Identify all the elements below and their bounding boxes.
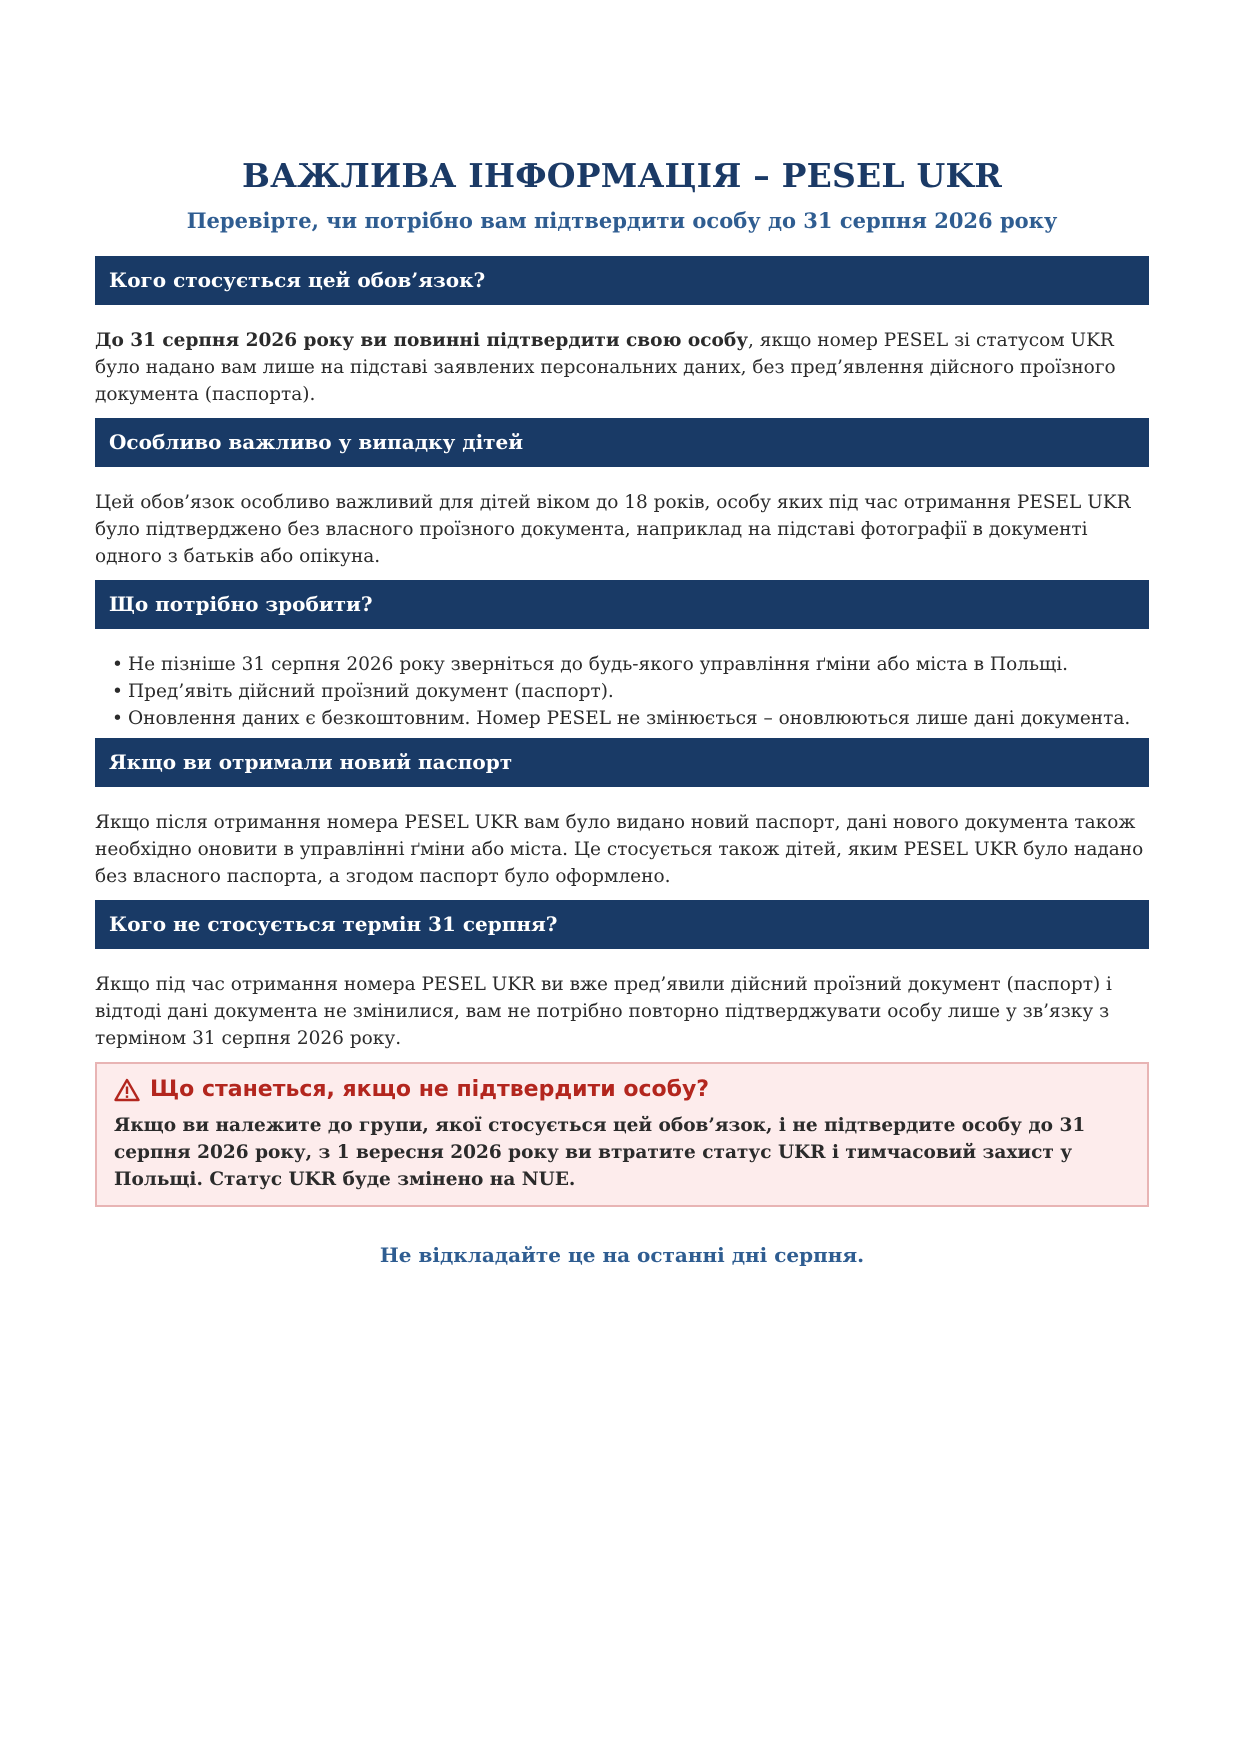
warning-triangle-icon	[114, 1078, 140, 1102]
section-header-not-affected: Кого не стосується термін 31 серпня?	[95, 900, 1149, 949]
list-item: • Пред’явіть дійсний проїзний документ (паспорт).	[112, 681, 614, 702]
section-header-children: Особливо важливо у випадку дітей	[95, 418, 1149, 467]
section-text-who-bold: До 31 серпня 2026 року ви повинні підтвердити свою особу	[95, 330, 749, 351]
section-text-new-passport: Якщо після отримання номера PESEL UKR вам було видано новий паспорт, дані нового документа також необхідно оновити в управлінні ґміни або міста. Це стосується також дітей, яким PESEL UKR було надано без власного паспорта, а згодом паспорт було оформлено.	[95, 812, 1144, 887]
bullet-list	[112, 651, 1149, 732]
warning-text: Якщо ви належите до групи, якої стосується цей обов’язок, і не підтвердите особу до 31 серпня 2026 року, з 1 вересня 2026 року ви втратите статус UKR і тимчасовий захист у Польщі. Статус UKR буде змінено на NUE.	[114, 1115, 1086, 1190]
document-page	[95, 0, 1149, 1289]
warning-box	[95, 1062, 1149, 1207]
section-text-not-affected: Якщо під час отримання номера PESEL UKR ви вже пред’явили дійсний проїзний документ (паспорт) і відтоді дані документа не змінилися, вам не потрібно повторно підтверджувати особу лише у зв’язку з терміном 31 серпня 2026 року.	[95, 974, 1112, 1049]
closing-note: Не відкладайте це на останні дні серпня.	[379, 1243, 865, 1267]
page-title: ВАЖЛИВА ІНФОРМАЦІЯ – PESEL UKR	[241, 156, 1002, 195]
section-text-who	[95, 327, 1149, 408]
section-text-who-rest: , якщо номер PESEL зі статусом UKR було надано вам лише на підставі заявлених персональних даних, без пред’явлення дійсного проїзного документа (паспорта).	[95, 330, 1116, 405]
page-subtitle: Перевірте, чи потрібно вам підтвердити особу до 31 серпня 2026 року	[186, 208, 1058, 233]
section-text-children: Цей обов’язок особливо важливий для дітей віком до 18 років, особу яких під час отримання PESEL UKR було підтверджено без власного проїзного документа, наприклад на підставі фотографії в документі одного з батьків або опікуна.	[95, 492, 1131, 567]
warning-title	[114, 1074, 1129, 1106]
section-header-what-to-do: Що потрібно зробити?	[95, 580, 1149, 629]
list-item: • Оновлення даних є безкоштовним. Номер PESEL не змінюється – оновлюються лише дані документа.	[112, 708, 1131, 729]
section-header-new-passport: Якщо ви отримали новий паспорт	[95, 738, 1149, 787]
warning-title-text: Що станеться, якщо не підтвердити особу?	[150, 1077, 710, 1102]
list-item: • Не пізніше 31 серпня 2026 року зверніться до будь-якого управління ґміни або міста в Польщі.	[112, 654, 1069, 675]
section-header-who: Кого стосується цей обов’язок?	[95, 256, 1149, 305]
